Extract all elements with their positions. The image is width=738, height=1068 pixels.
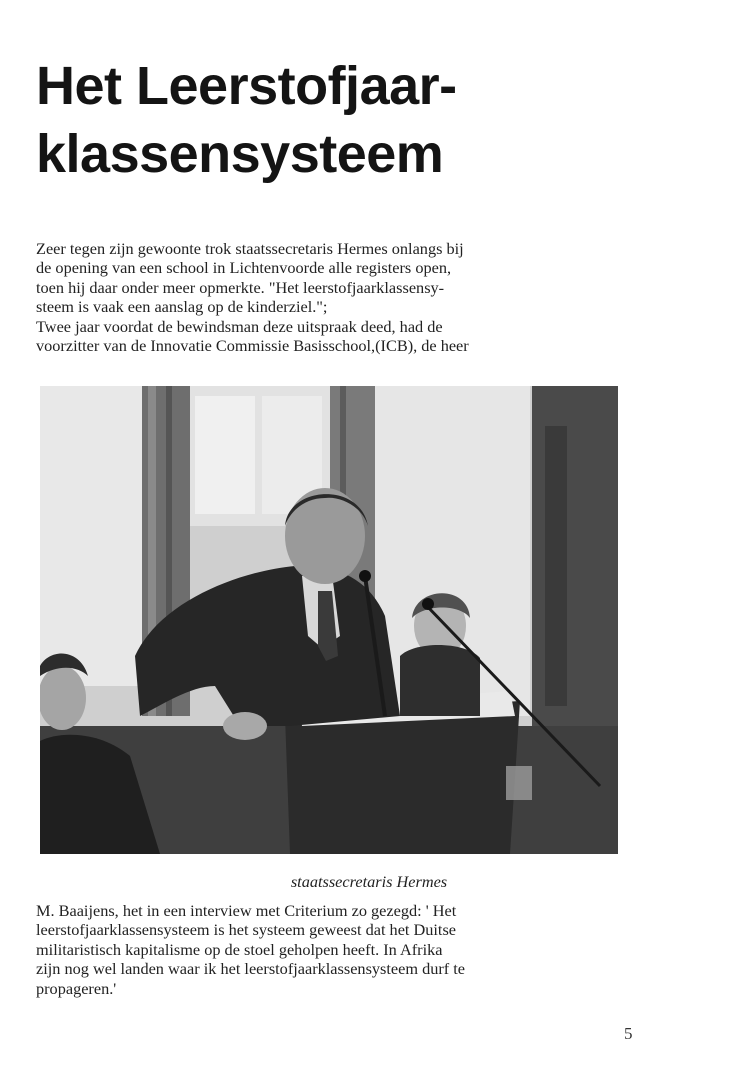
title-line: Het Leerstofjaar- — [36, 56, 457, 116]
text-line: steem is vaak een aanslag op de kinderziel."; — [36, 297, 328, 317]
photo-caption: staatssecretaris Hermes — [290, 872, 448, 891]
text-line: militaristisch kapitalisme op de stoel geholpen heeft. In Afrika — [36, 939, 443, 959]
text-line: Twee jaar voordat de bewindsman deze uitspraak deed, had de — [36, 316, 443, 336]
continuation-paragraph — [36, 901, 636, 998]
speaker-hand — [223, 712, 267, 740]
text-line: propageren.' — [36, 978, 117, 998]
page-number: 5 — [624, 1024, 633, 1043]
text-line: zijn nog wel landen waar ik het leerstofjaarklassensysteem durf te — [36, 959, 466, 979]
dark-column — [532, 386, 618, 726]
seated-man-head — [40, 666, 86, 730]
text-line: toen hij daar onder meer opmerkte. "Het leerstofjaarklassensy- — [36, 277, 445, 297]
left-window — [40, 386, 145, 686]
title-line: klassensysteem — [36, 124, 444, 184]
text-line: de opening van een school in Lichtenvoorde alle registers open, — [36, 258, 452, 278]
text-line: leerstofjaarklassensysteem is het systeem geweest dat het Duitse — [36, 920, 457, 940]
photo-illustration — [40, 386, 618, 854]
text-line: voorzitter van de Innovatie Commissie Basisschool,(ICB), de heer — [36, 336, 469, 356]
intro-paragraph — [36, 239, 636, 355]
article-title — [36, 52, 696, 188]
glass — [506, 766, 532, 800]
press-photo — [40, 386, 618, 854]
background-man-suit — [400, 645, 480, 716]
text-line: Zeer tegen zijn gewoonte trok staatssecretaris Hermes onlangs bij — [36, 239, 464, 258]
text-line: M. Baaijens, het in een interview met Criterium zo gezegd: ' Het — [36, 901, 457, 920]
